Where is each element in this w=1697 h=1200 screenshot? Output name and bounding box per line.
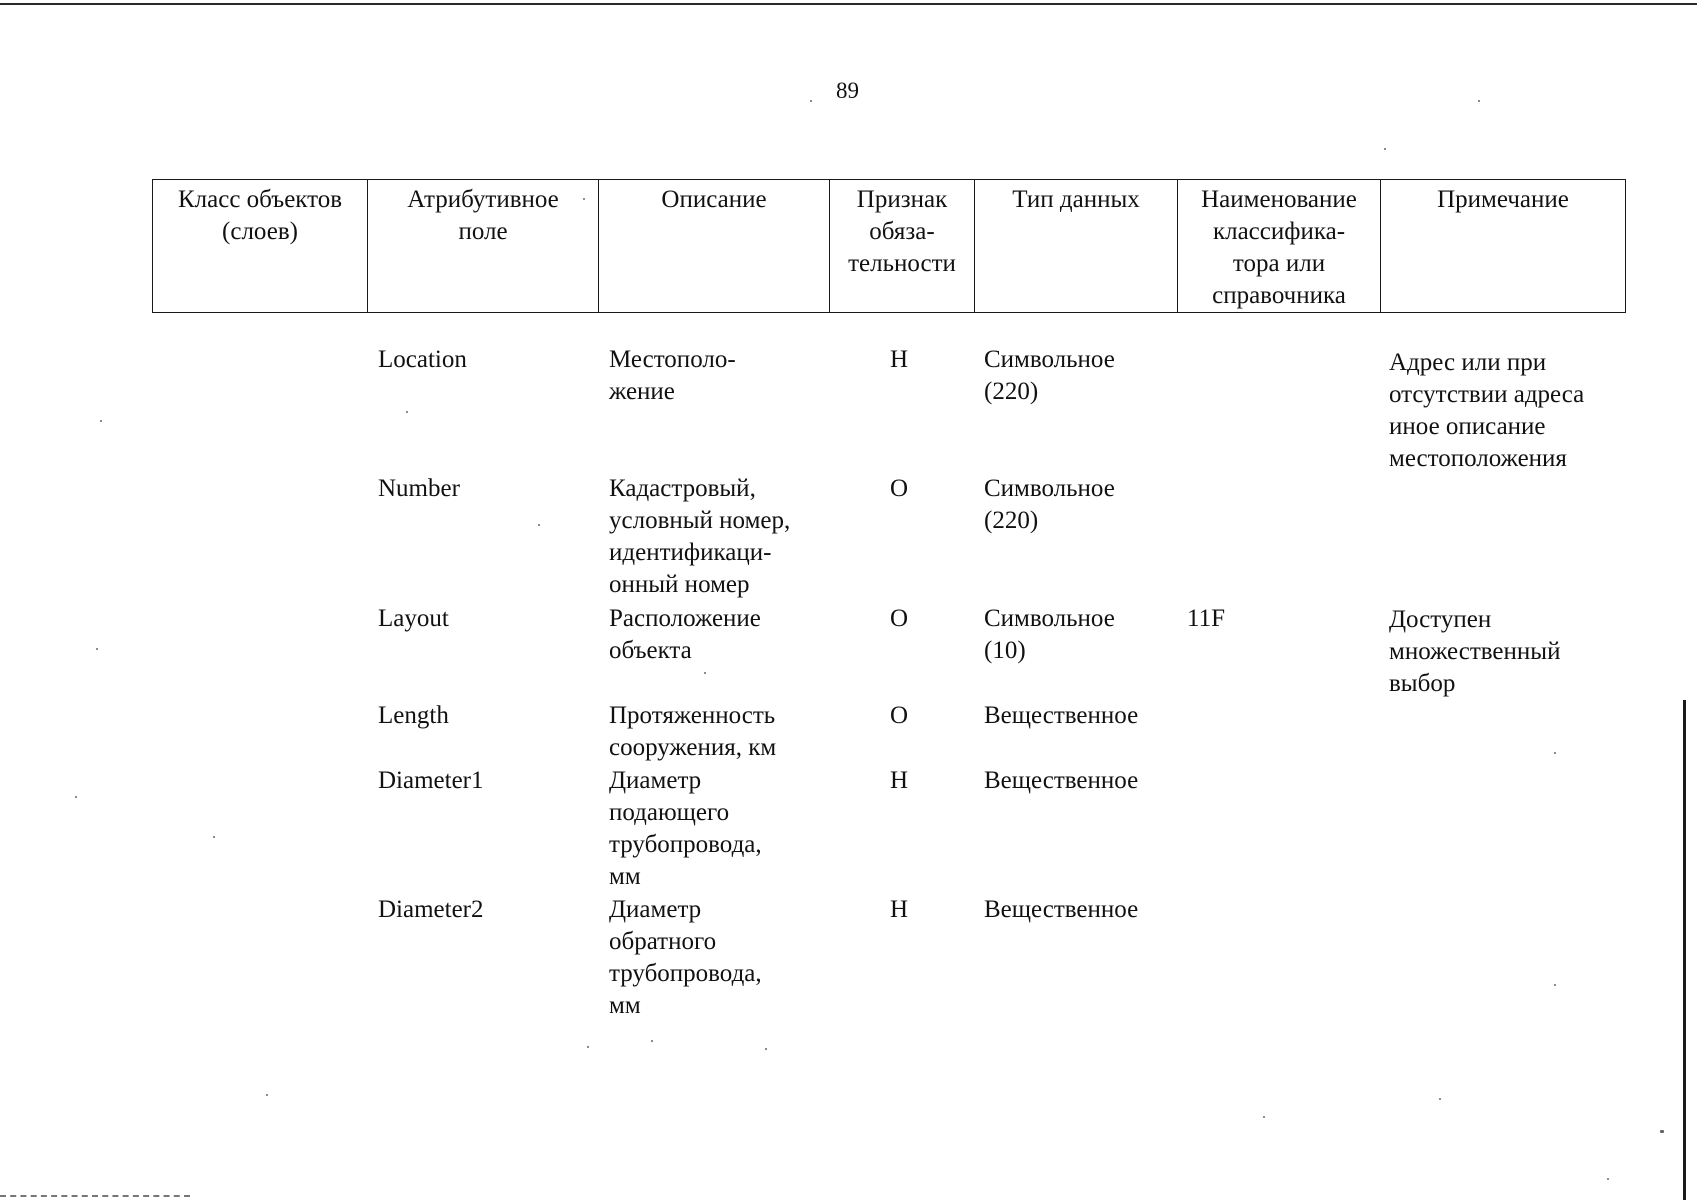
row-description: Диаметр обратного трубопровода, мм bbox=[609, 896, 762, 1019]
row-field: Length bbox=[378, 702, 449, 729]
row-required: Н bbox=[890, 767, 909, 794]
row-description: Расположение объекта bbox=[609, 605, 761, 664]
row-required: Н bbox=[890, 896, 909, 923]
row-field: Layout bbox=[378, 605, 449, 632]
row-description: Местополо- жение bbox=[609, 346, 736, 405]
row-description: Протяженность сооружения, км bbox=[609, 702, 777, 761]
row-required: О bbox=[890, 702, 909, 729]
row-note: Адрес или при отсутствии адреса иное описание местоположения bbox=[1389, 349, 1585, 472]
row-data-type: Символьное (220) bbox=[984, 475, 1115, 534]
row-note: Доступен множественный выбор bbox=[1389, 606, 1561, 697]
header-note: Примечание bbox=[1381, 180, 1626, 313]
header-object-class: Класс объектов (слоев) bbox=[153, 180, 368, 313]
row-field: Location bbox=[378, 346, 467, 373]
row-description: Диаметр подающего трубопровода, мм bbox=[609, 767, 762, 890]
row-data-type: Вещественное bbox=[984, 896, 1139, 923]
row-required: О bbox=[890, 475, 909, 502]
row-required: О bbox=[890, 605, 909, 632]
row-field: Diameter2 bbox=[378, 896, 484, 923]
page-number: 89 bbox=[836, 78, 859, 103]
row-data-type: Символьное (10) bbox=[984, 605, 1115, 664]
row-data-type: Вещественное bbox=[984, 702, 1139, 729]
header-required-flag: Признак обяза- тельности bbox=[830, 180, 975, 313]
row-required: Н bbox=[890, 346, 909, 373]
header-data-type: Тип данных bbox=[975, 180, 1178, 313]
header-classifier-name: Наименование классифика- тора или справочника bbox=[1178, 180, 1381, 313]
row-data-type: Символьное (220) bbox=[984, 346, 1115, 405]
header-description: Описание bbox=[599, 180, 830, 313]
row-field: Number bbox=[378, 475, 460, 502]
row-data-type: Вещественное bbox=[984, 767, 1139, 794]
row-description: Кадастровый, условный номер, идентификаци- онный номер bbox=[609, 475, 791, 598]
header-attribute-field: Атрибутивное поле bbox=[368, 180, 599, 313]
row-field: Diameter1 bbox=[378, 767, 484, 794]
row-classifier: 11F bbox=[1187, 605, 1225, 632]
